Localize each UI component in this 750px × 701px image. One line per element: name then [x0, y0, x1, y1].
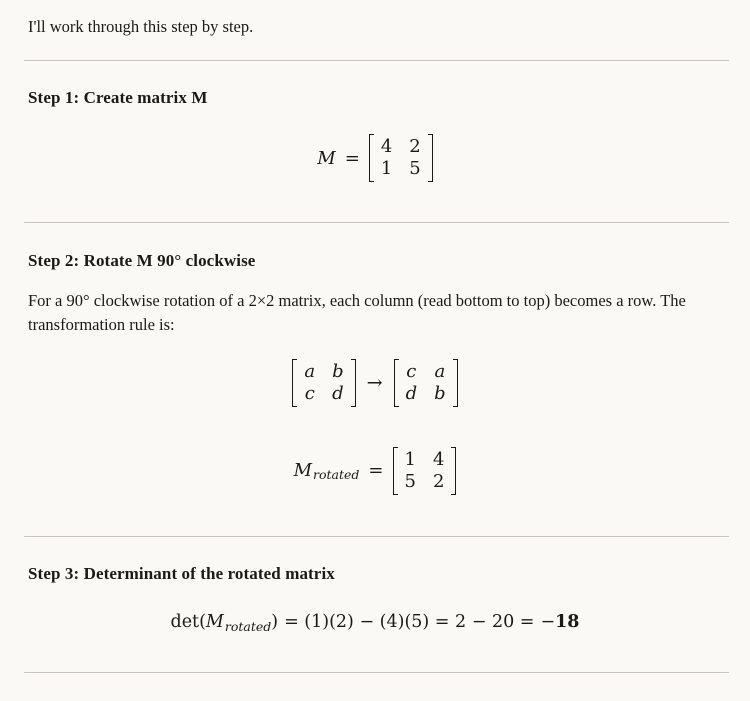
close-paren: ): [271, 612, 279, 633]
matrix-cell: c: [406, 360, 417, 382]
result-value: 18: [555, 612, 580, 633]
matrix-m-symbol: M: [205, 612, 224, 633]
rotated-matrix-equation: [0, 447, 750, 495]
matrix-cell: 5: [409, 158, 421, 180]
intro-text: I'll work through this step by step.: [28, 17, 254, 36]
section-divider: [24, 672, 729, 673]
determinant-equation: [0, 612, 750, 632]
step1-matrix-equation: [0, 134, 750, 182]
transformation-rule-equation: [0, 359, 750, 407]
matrix-cell: 5: [404, 470, 416, 492]
result-minus-sign: −: [540, 612, 556, 633]
step2-heading: Step 2: Rotate M 90° clockwise: [28, 251, 256, 271]
section-divider: [24, 60, 729, 61]
step1-heading: Step 1: Create matrix M: [28, 88, 208, 108]
matrix-cell: a: [434, 360, 446, 382]
right-bracket: [453, 359, 458, 407]
step2-paragraph: For a 90° clockwise rotation of a 2×2 matrix, each column (read bottom to top) becomes a row. The transformation rule is:: [28, 290, 686, 334]
matrix-cell: 1: [380, 158, 393, 180]
matrix-cell: b: [332, 360, 344, 382]
rotated-subscript: rotated: [313, 467, 360, 483]
matrix-cell: 4: [380, 136, 393, 158]
matrix-m-symbol: M: [293, 460, 313, 482]
matrix-cell: 4: [432, 448, 445, 470]
section-divider: [24, 536, 729, 537]
matrix-cell: c: [304, 382, 315, 404]
rotated-subscript: rotated: [224, 618, 272, 634]
arrow-symbol: →: [366, 371, 383, 394]
matrix-cell: d: [332, 382, 344, 404]
right-bracket: [451, 447, 456, 495]
determinant-expansion: = (1)(2) − (4)(5) = 2 − 20 =: [284, 612, 535, 633]
matrix-cell: 2: [409, 136, 421, 158]
matrix-cell: 2: [432, 470, 445, 492]
matrix-cell: a: [304, 360, 316, 382]
matrix-cell: b: [434, 382, 446, 404]
matrix-after: [394, 359, 458, 407]
step3-heading: Step 3: Determinant of the rotated matrix: [28, 563, 335, 583]
matrix-cell: 1: [404, 448, 416, 470]
matrix-rotated: [393, 447, 457, 495]
matrix-m: [369, 134, 433, 182]
equals-sign: =: [344, 147, 360, 169]
matrix-cell: d: [405, 382, 418, 404]
matrix-before: [292, 359, 355, 407]
section-divider: [24, 222, 729, 223]
matrix-m-symbol: M: [317, 147, 336, 169]
det-function: det(: [170, 612, 206, 633]
right-bracket: [428, 134, 433, 182]
equals-sign: =: [368, 460, 384, 482]
